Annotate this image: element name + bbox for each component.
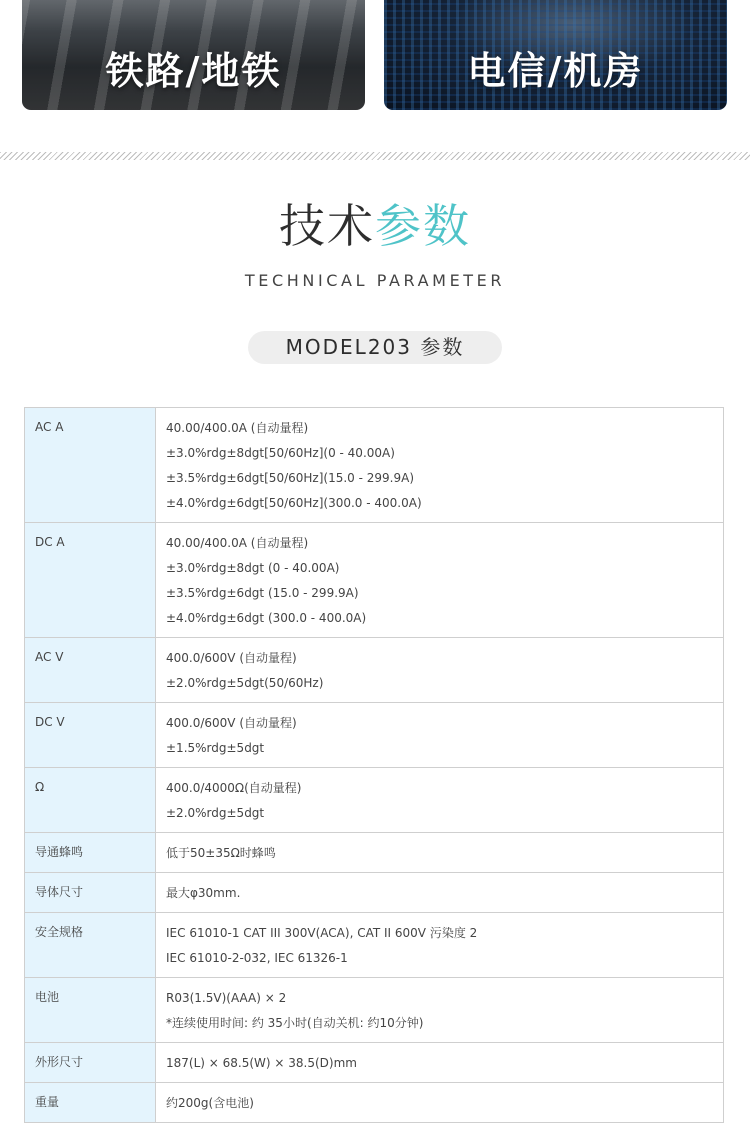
spec-value <box>156 703 724 768</box>
spec-value <box>156 1083 724 1123</box>
spec-key: AC V <box>25 638 156 703</box>
hatched-divider <box>0 152 750 160</box>
spec-key: 外形尺寸 <box>25 1043 156 1083</box>
spec-value-line: IEC 61010-1 CAT III 300V(ACA), CAT II 600V 污染度 2 <box>166 926 478 940</box>
spec-value-line: ±3.0%rdg±8dgt[50/60Hz](0 - 40.00A) <box>166 446 395 460</box>
spec-value <box>156 523 724 638</box>
section-subtitle: TECHNICAL PARAMETER <box>244 271 506 290</box>
spec-value <box>156 638 724 703</box>
spec-value <box>156 913 724 978</box>
spec-value-line: ±3.0%rdg±8dgt (0 - 40.00A) <box>166 561 340 575</box>
spec-value <box>156 873 724 913</box>
spec-value-line: ±1.5%rdg±5dgt <box>166 741 265 755</box>
spec-value-line: R03(1.5V)(AAA) × 2 <box>166 991 287 1005</box>
title-part-1: 技术 <box>279 199 375 253</box>
spec-row <box>25 913 724 978</box>
spec-row <box>25 408 724 523</box>
spec-value-line: ±3.5%rdg±6dgt[50/60Hz](15.0 - 299.9A) <box>166 471 414 485</box>
spec-value-line: 40.00/400.0A (自动量程) <box>166 536 309 550</box>
spec-key: 电池 <box>25 978 156 1043</box>
spec-value-line: ±2.0%rdg±5dgt <box>166 806 265 820</box>
card-label: 铁路/地铁 <box>105 49 282 93</box>
spec-row <box>25 1083 724 1123</box>
spec-row <box>25 873 724 913</box>
spec-row <box>25 638 724 703</box>
spec-row <box>25 833 724 873</box>
spec-value-line: 约200g(含电池) <box>166 1096 254 1110</box>
telecom-server-room-card[interactable] <box>384 0 727 110</box>
section-title <box>0 196 750 256</box>
spec-key: DC V <box>25 703 156 768</box>
spec-value <box>156 978 724 1043</box>
spec-key: 导体尺寸 <box>25 873 156 913</box>
spec-value-line: ±4.0%rdg±6dgt (300.0 - 400.0A) <box>166 611 367 625</box>
spec-key: Ω <box>25 768 156 833</box>
spec-value-line: 400.0/600V (自动量程) <box>166 716 297 730</box>
spec-value-line: 187(L) × 68.5(W) × 38.5(D)mm <box>166 1056 357 1070</box>
spec-value <box>156 1043 724 1083</box>
spec-key: 安全规格 <box>25 913 156 978</box>
spec-key: DC A <box>25 523 156 638</box>
spec-value-line: *连续使用时间: 约 35小时(自动关机: 约10分钟) <box>166 1016 424 1030</box>
model-label-pill: MODEL203 参数 <box>248 331 502 364</box>
application-cards <box>0 0 750 110</box>
spec-value-line: ±4.0%rdg±6dgt[50/60Hz](300.0 - 400.0A) <box>166 496 422 510</box>
spec-key: 重量 <box>25 1083 156 1123</box>
spec-value <box>156 408 724 523</box>
spec-value-line: 最大φ30mm. <box>166 886 241 900</box>
spec-key: 导通蜂鸣 <box>25 833 156 873</box>
spec-value-line: ±2.0%rdg±5dgt(50/60Hz) <box>166 676 324 690</box>
spec-table <box>24 407 724 1123</box>
section-heading <box>279 199 471 253</box>
spec-key: AC A <box>25 408 156 523</box>
spec-value-line: IEC 61010-2-032, IEC 61326-1 <box>166 951 348 965</box>
spec-value <box>156 833 724 873</box>
spec-value-line: 400.0/600V (自动量程) <box>166 651 297 665</box>
spec-value-line: 400.0/4000Ω(自动量程) <box>166 781 302 795</box>
spec-row <box>25 1043 724 1083</box>
spec-value <box>156 768 724 833</box>
title-part-2: 参数 <box>375 199 471 253</box>
railway-metro-card[interactable] <box>22 0 365 110</box>
spec-value-line: ±3.5%rdg±6dgt (15.0 - 299.9A) <box>166 586 359 600</box>
spec-row <box>25 978 724 1043</box>
spec-row <box>25 523 724 638</box>
spec-row <box>25 703 724 768</box>
card-label: 电信/机房 <box>467 49 644 93</box>
spec-value-line: 低于50±35Ω时蜂鸣 <box>166 846 276 860</box>
spec-row <box>25 768 724 833</box>
spec-value-line: 40.00/400.0A (自动量程) <box>166 421 309 435</box>
